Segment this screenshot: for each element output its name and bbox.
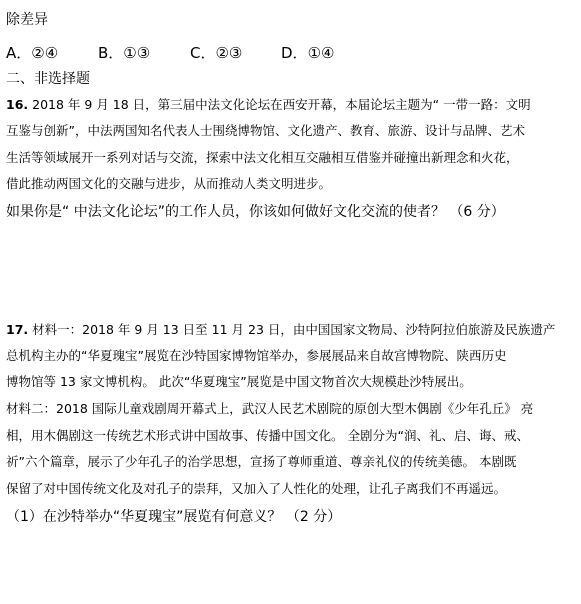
q17-line-1 — [6, 324, 555, 337]
q17-material2-line-2: 相，用木偶剧这一传统艺术形式讲中国故事、传播中国文化。 全剧分为“润、礼、启、诲、戒、 — [6, 428, 529, 443]
q17-number: 17. — [6, 322, 29, 337]
option-a-letter: A． — [6, 44, 32, 62]
q16-line-4: 借此推动两国文化的交融与进步，从而推动人类文明进步。 — [6, 176, 332, 191]
option-b-value: ①③ — [123, 44, 151, 62]
q16-line-3: 生活等领域展开一系列对话与交流，探索中法文化相互交融相互借鉴并碰撞出新理念和火花， — [6, 150, 519, 165]
option-d-value: ①④ — [307, 44, 335, 62]
option-d — [281, 42, 334, 63]
option-d-letter: D． — [281, 44, 308, 62]
option-a — [6, 42, 58, 63]
q17-material1-line-3: 博物馆等 13 家文博机构。 此次“华夏瑰宝”展览是中国文物首次大规模赴沙特展出。 — [6, 374, 472, 389]
q17-sub-question-1: （1）在沙特举办“华夏瑰宝”展览有何意义？ （2 分） — [6, 509, 342, 525]
q17-material2-line-3: 祈”六个篇章，展示了少年孔子的治学思想，宣扬了尊师重道、尊亲礼仪的传统美德。 本剧既 — [6, 454, 517, 469]
q17-material1-text-1: 材料一：2018 年 9 月 13 日至 11 月 23 日，由中国国家文物局、沙特阿拉伯旅游及民族遗产 — [28, 322, 556, 337]
option-a-value: ②④ — [31, 44, 59, 62]
q16-question: 如果你是“ 中法文化论坛”的工作人员，你该如何做好文化交流的使者？ （6 分） — [6, 204, 505, 220]
q16-number: 16. — [6, 97, 29, 112]
q16-line-2: 互鉴与创新”，中法两国知名代表人士围绕博物馆、文化遗产、教育、旅游、设计与品牌、艺术 — [6, 123, 525, 138]
previous-question-tail: 除差异 — [6, 12, 48, 28]
q16-line-1 — [6, 99, 531, 112]
option-b — [98, 42, 150, 63]
option-c — [190, 42, 242, 63]
q17-material2-line-4: 保留了对中国传统文化及对孔子的崇拜，又加入了人性化的处理，让孔子离我们不再遥远。 — [6, 481, 507, 496]
q16-text-1: 2018 年 9 月 18 日，第三届中法文化论坛在西安开幕，本届论坛主题为“ 一带一路：文明 — [28, 97, 531, 112]
answer-options — [6, 42, 566, 60]
option-b-letter: B． — [98, 44, 124, 62]
option-c-value: ②③ — [215, 44, 243, 62]
q17-material1-line-2: 总机构主办的“华夏瑰宝”展览在沙特国家博物馆举办，参展展品来自故宫博物院、陕西历史 — [6, 348, 507, 363]
option-c-letter: C． — [190, 44, 216, 62]
section-heading: 二、非选择题 — [6, 71, 90, 87]
q17-material2-line-1: 材料二：2018 国际儿童戏剧周开幕式上，武汉人民艺术剧院的原创大型木偶剧《少年孔丘》 亮 — [6, 401, 534, 416]
